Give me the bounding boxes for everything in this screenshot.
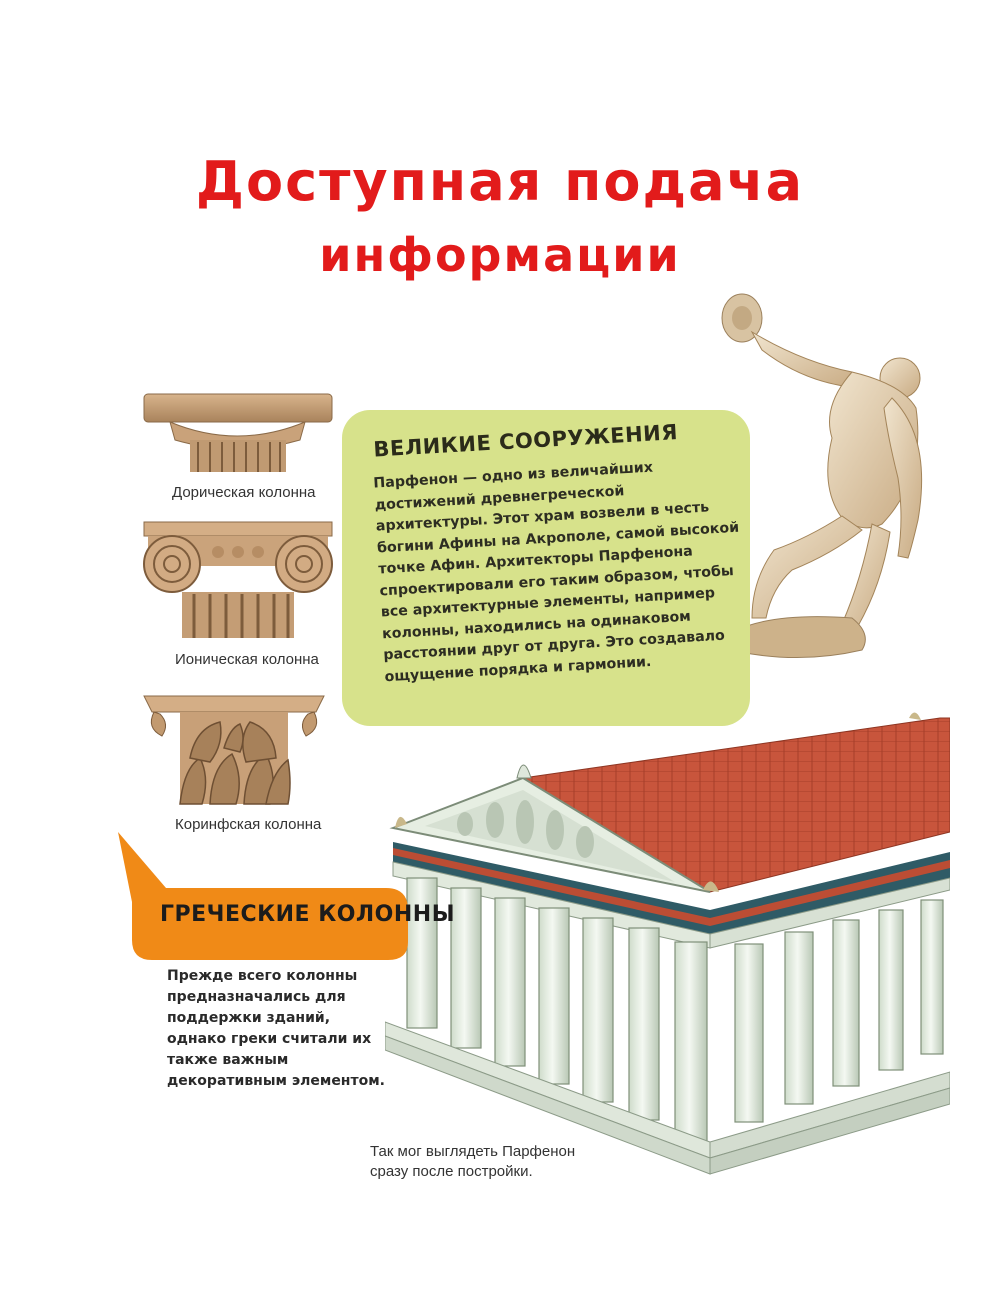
ionic-capital-image [138,518,338,640]
great-structures-title: ВЕЛИКИЕ СООРУЖЕНИЯ [372,420,679,462]
parthenon-caption: Так мог выглядеть Парфенон сразу после постройки. [370,1143,576,1180]
ionic-caption: Ионическая колонна [175,651,319,668]
page-title-line-1: Доступная подача [195,150,805,213]
doric-capital-image [140,388,335,478]
great-structures-box [342,410,750,726]
greek-columns-text: Прежде всего колонны предназначались для поддержки зданий, однако греки считали их также важным декоративным элементом. [167,968,385,1089]
corinthian-caption: Коринфская колонна [175,816,322,833]
greek-columns-tab [118,832,413,962]
page-title-line-2: информации [319,228,681,282]
greek-columns-title: ГРЕЧЕСКИЕ КОЛОННЫ [160,902,455,927]
corinthian-capital-image [140,688,328,806]
doric-caption: Дорическая колонна [172,484,316,501]
great-structures-text: Парфенон — одно из величайших достижений древнегреческой архитектуры. Этот храм возвели в честь богини Афины на Акрополе, самой высокой точке Афин. Архитекторы Парфенона спроектировали его таким образом, чтобы все архитектурные элементы, например колонны, находились на одинаковом расстоянии друг от друга. Это создавало ощущение порядка и гармонии. [372,459,740,685]
